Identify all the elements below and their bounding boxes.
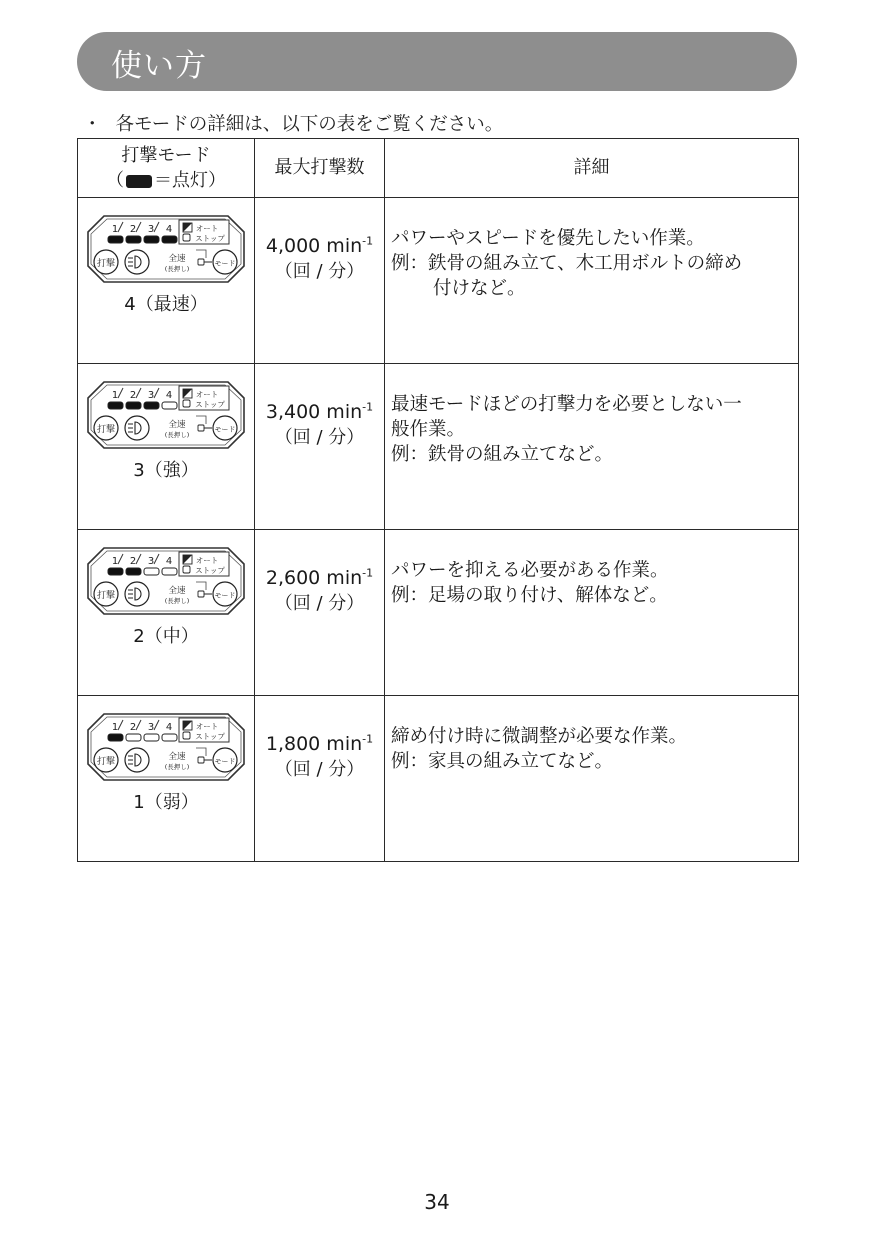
detail-line: 例：鉄骨の組み立て、木工用ボルトの締め [391, 253, 743, 275]
speed-value: 4,000 min [265, 235, 363, 257]
header-mode-line1: 打撃モード [121, 144, 211, 166]
detail-line: 例：足場の取り付け、解体など。 [391, 585, 668, 607]
speed-exponent: -1 [362, 732, 374, 746]
led-unlit [144, 734, 159, 741]
led-lit [108, 402, 123, 409]
detail-cell [385, 198, 799, 364]
detail-line: 例：家具の組み立てなど。 [391, 751, 614, 773]
mode-button-label: モード [214, 259, 236, 268]
detail-line: パワーやスピードを優先したい作業。 [391, 228, 705, 249]
auto-text: オート [195, 390, 219, 399]
mode-table [77, 138, 799, 862]
led-lit [108, 568, 123, 575]
led-digit-label: 4 [165, 224, 173, 235]
led-digit-label: 2 [129, 722, 137, 733]
control-panel-illustration [86, 708, 246, 786]
stop-text: ストップ [195, 732, 225, 741]
mode-label: 1（弱） [133, 792, 199, 813]
table-row [78, 364, 799, 530]
stop-led [183, 234, 190, 241]
header-mode-line2 [78, 168, 254, 193]
auto-text: オート [195, 224, 219, 233]
bullet: ・ [83, 114, 102, 135]
speed-value: 2,600 min [265, 567, 363, 589]
mode-cell [78, 198, 255, 364]
mode-label: 4（最速） [124, 294, 208, 315]
led-digit-label: 1 [111, 722, 119, 733]
auto-text: オート [195, 722, 219, 731]
speed-value: 1,800 min [265, 733, 363, 755]
led-digit-label: 2 [129, 556, 137, 567]
led-digit-label: 4 [165, 722, 173, 733]
speed-unit: （回 / 分） [274, 260, 365, 282]
mode-led [198, 259, 204, 265]
detail-cell [385, 696, 799, 862]
speed-cell [255, 364, 385, 530]
led-lit [144, 402, 159, 409]
header-mode [78, 139, 255, 198]
detail-cell [385, 364, 799, 530]
detail-line: 般作業。 [391, 419, 466, 441]
stop-text: ストップ [195, 566, 225, 575]
stop-led [183, 732, 190, 739]
detail-line: パワーを抑える必要がある作業。 [391, 560, 669, 581]
speed-cell [255, 530, 385, 696]
led-digit-label: 2 [129, 224, 137, 235]
speed-cell [255, 198, 385, 364]
mode-button-label: モード [214, 591, 236, 600]
mode-led [198, 591, 204, 597]
lit-legend-text: ＝点灯） [154, 170, 226, 191]
table-row [78, 696, 799, 862]
intro-sentence: 各モードの詳細は、以下の表をご覧ください。 [115, 114, 504, 135]
speed-cell [255, 696, 385, 862]
led-unlit [144, 568, 159, 575]
led-digit-label: 4 [165, 390, 173, 401]
impact-button-label: 打撃 [96, 259, 116, 269]
stop-led [183, 400, 190, 407]
detail-line: 締め付け時に微調整が必要な作業。 [391, 726, 688, 747]
led-lit [126, 402, 141, 409]
led-digit-label: 1 [111, 390, 119, 401]
table-header-row [78, 139, 799, 198]
mode-button-label: モード [214, 425, 236, 434]
speed-unit: （回 / 分） [274, 758, 365, 780]
speed-exponent: -1 [362, 234, 374, 248]
control-panel-illustration [86, 210, 246, 288]
speed-value-line [255, 732, 384, 758]
mode-led [198, 425, 204, 431]
header-detail: 詳細 [385, 139, 799, 198]
full-speed-text: 全速 [168, 586, 186, 596]
led-lit [108, 236, 123, 243]
led-unlit [126, 734, 141, 741]
speed-value-line [255, 234, 384, 260]
header-speed: 最大打撃数 [255, 139, 385, 198]
led-digit-label: 2 [129, 390, 137, 401]
impact-button-label: 打撃 [96, 591, 116, 601]
lit-led-legend-icon [126, 175, 152, 188]
detail-line: 最速モードほどの打撃力を必要としない一 [391, 394, 742, 415]
stop-led [183, 566, 190, 573]
speed-unit: （回 / 分） [274, 426, 365, 448]
speed-value-line [255, 400, 384, 426]
speed-exponent: -1 [362, 400, 374, 414]
detail-cell [385, 530, 799, 696]
section-header [77, 32, 797, 91]
impact-button-label: 打撃 [96, 425, 116, 435]
long-press-text: (長押し) [164, 597, 190, 605]
stop-text: ストップ [195, 234, 225, 243]
long-press-text: (長押し) [164, 265, 190, 273]
mode-cell [78, 364, 255, 530]
table-row [78, 198, 799, 364]
led-digit-label: 1 [111, 224, 119, 235]
mode-label: 2（中） [133, 626, 199, 647]
speed-value-line [255, 566, 384, 592]
speed-unit: （回 / 分） [274, 592, 365, 614]
led-unlit [162, 568, 177, 575]
led-lit [126, 568, 141, 575]
mode-button-label: モード [214, 757, 236, 766]
led-digit-label: 1 [111, 556, 119, 567]
page-number: 34 [424, 1190, 450, 1214]
long-press-text: (長押し) [164, 763, 190, 771]
full-speed-text: 全速 [168, 420, 186, 430]
led-lit [162, 236, 177, 243]
led-digit-label: 3 [147, 224, 155, 235]
led-unlit [162, 734, 177, 741]
stop-text: ストップ [195, 400, 225, 409]
paren-open: （ [106, 170, 124, 191]
long-press-text: (長押し) [164, 431, 190, 439]
mode-cell [78, 530, 255, 696]
mode-led [198, 757, 204, 763]
led-unlit [162, 402, 177, 409]
led-lit [144, 236, 159, 243]
section-title: 使い方 [111, 48, 207, 84]
led-lit [108, 734, 123, 741]
led-lit [126, 236, 141, 243]
control-panel-illustration [86, 376, 246, 454]
table-row [78, 530, 799, 696]
control-panel-illustration [86, 542, 246, 620]
intro-text [83, 110, 503, 136]
mode-cell [78, 696, 255, 862]
led-digit-label: 3 [147, 722, 155, 733]
led-digit-label: 3 [147, 556, 155, 567]
detail-line: 例：鉄骨の組み立てなど。 [391, 444, 614, 466]
speed-exponent: -1 [362, 566, 374, 580]
full-speed-text: 全速 [168, 752, 186, 762]
led-digit-label: 3 [147, 390, 155, 401]
full-speed-text: 全速 [168, 254, 186, 264]
auto-text: オート [195, 556, 219, 565]
speed-value: 3,400 min [265, 401, 363, 423]
mode-label: 3（強） [133, 460, 199, 481]
led-digit-label: 4 [165, 556, 173, 567]
impact-button-label: 打撃 [96, 757, 116, 767]
detail-line: 付けなど。 [433, 278, 526, 300]
